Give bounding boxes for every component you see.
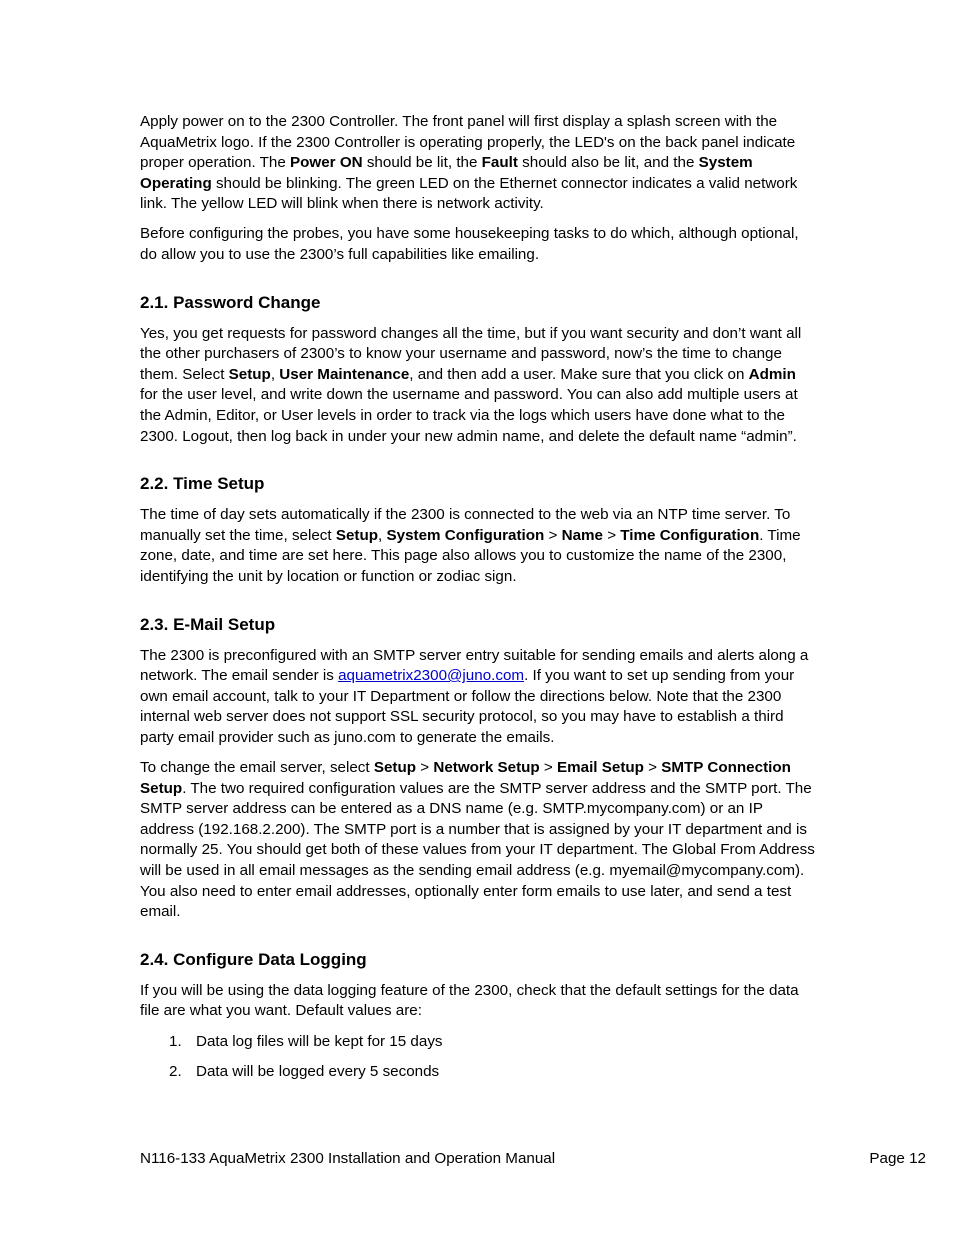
- section-heading-password-change: 2.1. Password Change: [140, 292, 321, 312]
- list-item: 2. Data will be logged every 5 seconds: [169, 1062, 440, 1080]
- default-values-list: [140, 1032, 816, 1083]
- email-setup-paragraph-1: The 2300 is preconfigured with an SMTP server entry suitable for sending emails and alerts along a network. The email sender is aquametrix2300@juno.com. If you want to set up sending from your own email account, talk to your IT Department or follow the directions below. Note that the 2300 internal web server does not support SSL security protocol, so you may have to establish a third party email provider such as juno.com to generate the emails.: [140, 646, 809, 746]
- footer-document-title: N116-133 AquaMetrix 2300 Installation and Operation Manual: [140, 1150, 556, 1167]
- list-item: 1. Data log files will be kept for 15 days: [169, 1032, 443, 1050]
- section-heading-email-setup: 2.3. E-Mail Setup: [140, 614, 276, 634]
- intro-paragraph-2: Before configuring the probes, you have some housekeeping tasks to do which, although optional, do allow you to use the 2300’s full capabilities like emailing.: [140, 225, 799, 264]
- password-change-paragraph: Yes, you get requests for password changes all the time, but if you want security and don’t want all the other purchasers of 2300’s to know your username and password, now’s the time to change them. Select Setup, User Maintenance, and then add a user. Make sure that you click on Admin for the user level, and write down the username and password. You can also add multiple users at the Admin, Editor, or User levels in order to track via the logs which users have done what to the 2300. Logout, then log back in under your new admin name, and delete the default name “admin”.: [140, 324, 802, 445]
- email-setup-paragraph-2: To change the email server, select Setup > Network Setup > Email Setup > SMTP Connection Setup. The two required configuration values are the SMTP server address and the SMTP port. The SMTP server address can be entered as a DNS name (e.g. SMTP.mycompany.com) or an IP address (192.168.2.200). The SMTP port is a number that is assigned by your IT department and is normally 25. You should get both of these values from your IT department. The Global From Address will be used in all email messages as the sending email address (e.g. myemail@mycompany.com). You also need to enter email addresses, optionally enter form emails to use later, and send a test email.: [140, 759, 815, 921]
- document-body: [140, 112, 816, 1092]
- footer-page-number: Page 12: [869, 1150, 926, 1167]
- email-link[interactable]: aquametrix2300@juno.com: [338, 667, 525, 685]
- intro-paragraph-1: Apply power on to the 2300 Controller. The front panel will first display a splash screen with the AquaMetrix logo. If the 2300 Controller is operating properly, the LED's on the back panel indicate proper operation. The Power ON should be lit, the Fault should also be lit, and the System Operating should be blinking. The green LED on the Ethernet connector indicates a valid network link. The yellow LED will blink when there is network activity.: [140, 113, 798, 213]
- data-logging-paragraph: If you will be using the data logging feature of the 2300, check that the default settings for the data file are what you want. Default values are:: [140, 981, 799, 1020]
- section-heading-data-logging: 2.4. Configure Data Logging: [140, 949, 367, 969]
- section-heading-time-setup: 2.2. Time Setup: [140, 474, 265, 494]
- time-setup-paragraph: The time of day sets automatically if the 2300 is connected to the web via an NTP time server. To manually set the time, select Setup, System Configuration > Name > Time Configuration. Time zone, date, and time are set here. This page also allows you to customize the name of the 2300, identifying the unit by location or function or zodiac sign.: [140, 506, 801, 585]
